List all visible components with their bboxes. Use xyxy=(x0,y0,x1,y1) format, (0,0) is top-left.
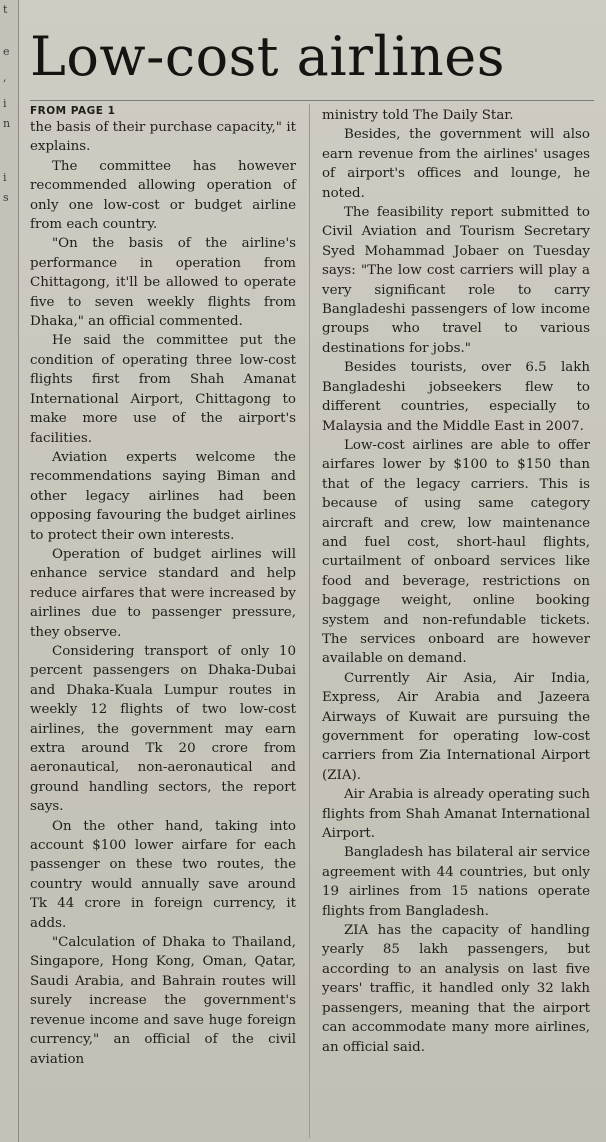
fragment-letter: s xyxy=(3,191,9,204)
paragraph: Low-cost airlines are able to offer airfares lower by $100 to $150 than that of the legacy carriers. This is because of using same category aircraft and crew, low maintenance and fuel cost, short-haul flights, curtailment of onboard services like food and beverage, restrictions on baggage weight, online booking system and non-refundable tickets. The services onboard are however available on demand. xyxy=(322,437,590,667)
paragraph: Bangladesh has bilateral air service agreement with 44 countries, but only 19 airlines from 15 nations operate flights from Bangladesh. xyxy=(322,845,590,919)
paragraph: Currently Air Asia, Air India, Express, Air Arabia and Jazeera Airways of Kuwait are pursuing the government for operating low-cost carriers from Zia International Airport (ZIA). xyxy=(322,670,590,783)
paragraph: ZIA has the capacity of handling yearly 85 lakh passengers, but according to an analysis on last five years' traffic, it handled only 32 lakh passengers, meaning that the airport can accommodate many more airlines, an official said. xyxy=(322,923,590,1055)
paragraph: The committee has however recommended allowing operation of only one low-cost or budget airline from each country. xyxy=(30,158,296,233)
headline-rule xyxy=(30,100,594,101)
paragraph: On the other hand, taking into account $100 lower airfare for each passenger on these two routes, the country would annually save around Tk 44 crore in foreign currency, it adds. xyxy=(30,818,296,931)
fragment-letter: n xyxy=(3,117,11,130)
paragraph: The feasibility report submitted to Civil Aviation and Tourism Secretary Syed Mohammad Jobaer on Tuesday says: "The low cost carriers will play a very significant role to carry Bangladeshi passengers of low income groups who travel to various destinations for jobs." xyxy=(322,205,590,356)
fragment-letter: t xyxy=(3,3,8,16)
fragment-letter: , xyxy=(3,71,7,84)
kicker-label: FROM PAGE 1 xyxy=(30,105,116,117)
paragraph: "On the basis of the airline's performance in operation from Chittagong, it'll be allowed to operate five to seven weekly flights from Dhaka," an official commented. xyxy=(30,236,296,330)
paragraph: Air Arabia is already operating such flights from Shah Amanat International Airport. xyxy=(322,787,590,842)
fragment-letter: i xyxy=(3,97,7,110)
paragraph: Considering transport of only 10 percent passengers on Dhaka-Dubai and Dhaka-Kuala Lumpur routes in weekly 12 flights of two low-cost airlines, the government may earn extra around Tk 20 crore from aeronautical, non-aeronautical and ground handling sectors, the report says. xyxy=(30,643,296,815)
paragraph: ministry told The Daily Star. xyxy=(322,108,514,123)
article-column-right xyxy=(322,106,590,1057)
fragment-letter: e xyxy=(3,45,10,58)
paragraph: the basis of their purchase capacity," it explains. xyxy=(30,120,296,155)
paragraph: Aviation experts welcome the recommendations saying Biman and other legacy airlines had been opposing favouring the budget airlines to protect their own interests. xyxy=(30,449,296,543)
column-divider xyxy=(309,104,310,1138)
paragraph: "Calculation of Dhaka to Thailand, Singapore, Hong Kong, Oman, Qatar, Saudi Arabia, and Bahrain routes will surely increase the government's revenue income and save huge foreign currency," an official of the civil aviation xyxy=(30,935,296,1067)
fragment-letter: i xyxy=(3,171,7,184)
paragraph: He said the committee put the condition of operating three low-cost flights first from Shah Amanat International Airport, Chittagong to make more use of the airport's facilities. xyxy=(30,333,296,446)
paragraph: Besides, the government will also earn revenue from the airlines' usages of airport's offices and lounge, he noted. xyxy=(322,127,590,201)
paragraph: Besides tourists, over 6.5 lakh Bangladeshi jobseekers flew to different countries, especially to Malaysia and the Middle East in 2007. xyxy=(322,360,590,434)
paragraph: Operation of budget airlines will enhance service standard and help reduce airfares that were increased by airlines due to passenger pressure, they observe. xyxy=(30,546,296,640)
headline: Low-cost airlines xyxy=(30,25,505,88)
adjacent-column-fragment xyxy=(0,0,19,1142)
article-column-left xyxy=(30,104,296,1069)
